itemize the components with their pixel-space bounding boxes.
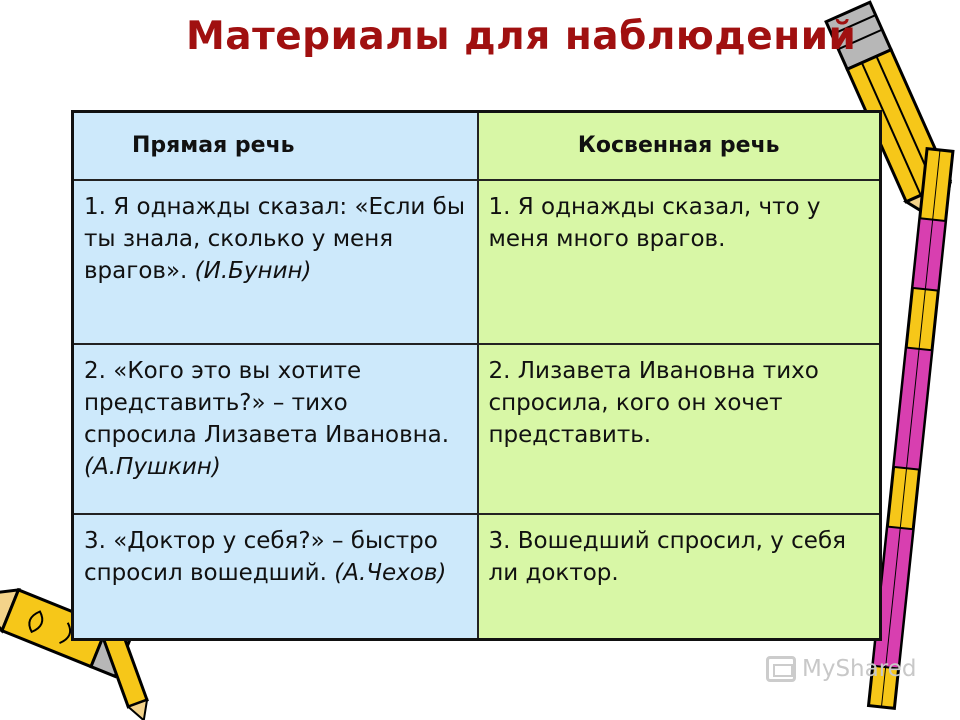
direct-speech-cell bbox=[73, 514, 478, 640]
watermark bbox=[766, 656, 916, 682]
speech-comparison-table bbox=[71, 110, 882, 641]
direct-speech-text: 2. «Кого это вы хотите представить?» – тихо спросила Лизавета Ивановна. bbox=[84, 357, 450, 448]
indirect-speech-cell: 1. Я однажды сказал, что у меня много врагов. bbox=[478, 180, 881, 344]
direct-speech-cell bbox=[73, 180, 478, 344]
source-author: (А.Пушкин) bbox=[84, 453, 221, 480]
watermark-text: MyShared bbox=[802, 656, 917, 682]
header-indirect-speech: Косвенная речь bbox=[478, 112, 881, 180]
direct-speech-cell bbox=[73, 344, 478, 514]
indirect-speech-cell: 2. Лизавета Ивановна тихо спросила, кого он хочет представить. bbox=[478, 344, 881, 514]
slide-title: Материалы для наблюдений bbox=[186, 14, 857, 59]
presentation-icon bbox=[766, 656, 796, 682]
direct-speech-text: 3. «Доктор у себя?» – быстро спросил вошедший. bbox=[84, 527, 438, 586]
table-row bbox=[73, 344, 881, 514]
table-header-row bbox=[73, 112, 881, 180]
direct-speech-text: 1. Я однажды сказал: «Если бы ты знала, сколько у меня врагов». bbox=[84, 193, 466, 284]
source-author: (А.Чехов) bbox=[334, 559, 447, 586]
indirect-speech-cell: 3. Вошедший спросил, у себя ли доктор. bbox=[478, 514, 881, 640]
header-direct-speech: Прямая речь bbox=[73, 112, 478, 180]
table-row bbox=[73, 514, 881, 640]
source-author: (И.Бунин) bbox=[194, 257, 312, 284]
table-row bbox=[73, 180, 881, 344]
